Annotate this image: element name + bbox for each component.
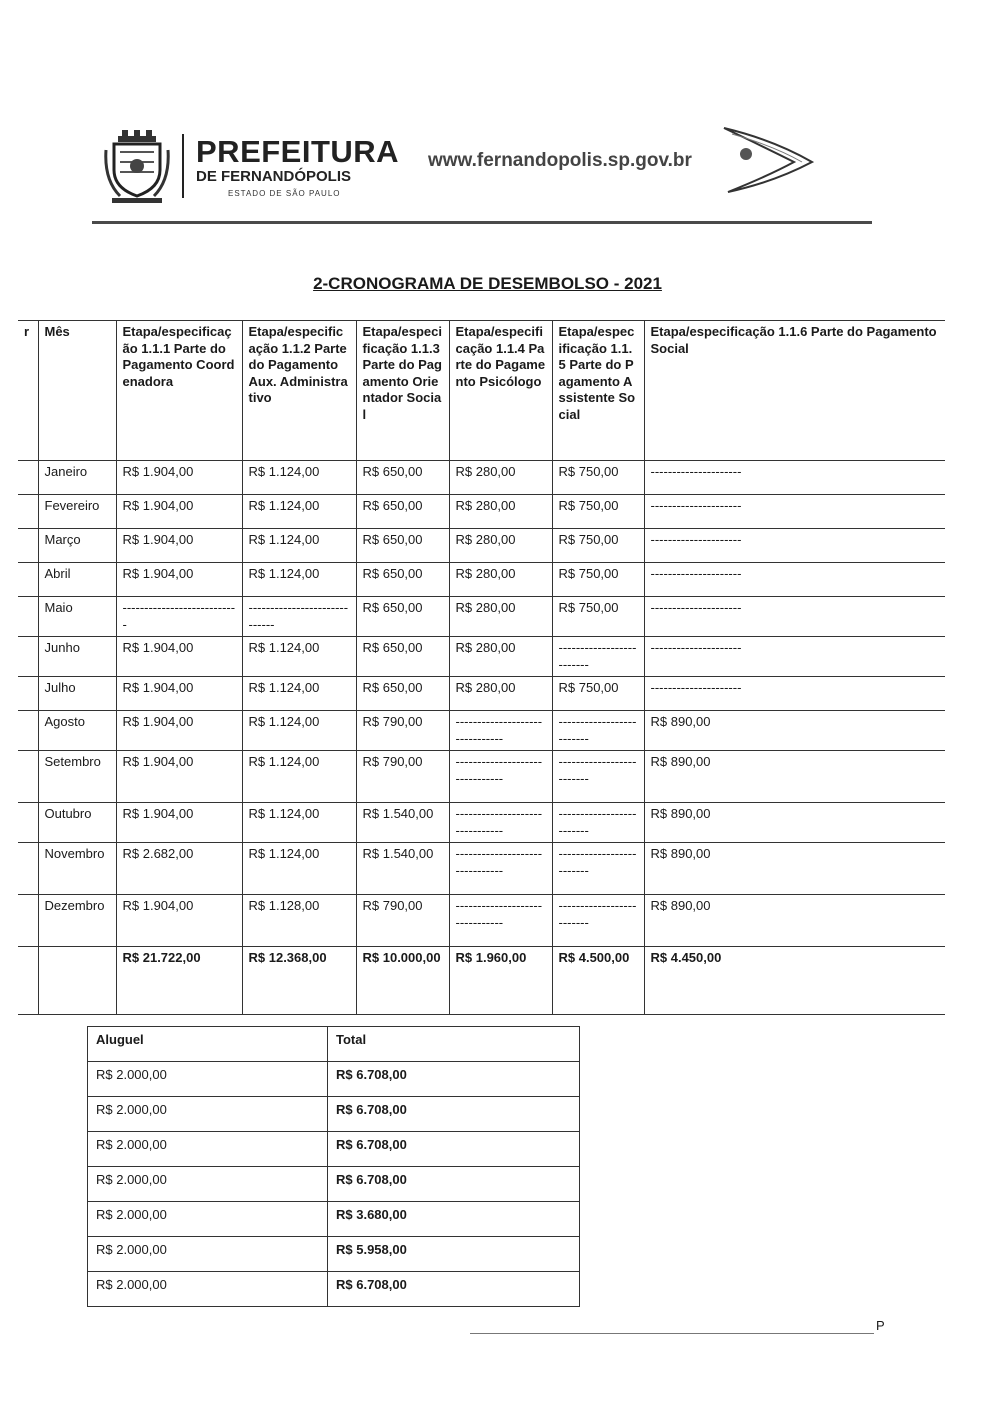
schedule-total-cell: R$ 4.450,00 [644,947,945,1015]
schedule-margin-cell [18,751,38,803]
schedule-value-cell: R$ 790,00 [356,711,449,751]
schedule-total-cell: R$ 4.500,00 [552,947,644,1015]
schedule-value-cell: R$ 1.124,00 [242,563,356,597]
schedule-value-cell: R$ 1.904,00 [116,751,242,803]
schedule-row [18,461,945,495]
schedule-header-cell: Mês [38,321,116,461]
schedule-margin-cell [18,597,38,637]
rent-row [88,1132,580,1167]
rent-value-cell: R$ 2.000,00 [88,1132,328,1167]
schedule-value-cell: --------------------- [644,563,945,597]
schedule-row [18,597,945,637]
schedule-month-cell: Março [38,529,116,563]
schedule-header-cell: Etapa/especificação 1.1.2 Parte do Pagamento Aux. Administrativo [242,321,356,461]
brand-sub: DE FERNANDÓPOLIS [196,168,352,185]
schedule-month-cell: Maio [38,597,116,637]
schedule-value-cell: ------------------------------- [449,803,552,843]
rent-value-cell: R$ 2.000,00 [88,1167,328,1202]
schedule-row [18,637,945,677]
schedule-value-cell: R$ 280,00 [449,677,552,711]
schedule-month-cell: Dezembro [38,895,116,947]
schedule-header-cell: Etapa/especificação 1.1.6 Parte do Pagamento Social [644,321,945,461]
schedule-margin-cell [18,677,38,711]
schedule-row [18,677,945,711]
schedule-value-cell: ------------------------- [552,843,644,895]
schedule-value-cell: R$ 1.540,00 [356,803,449,843]
schedule-row [18,529,945,563]
schedule-value-cell: ------------------------- [552,637,644,677]
rent-total-cell: R$ 6.708,00 [328,1132,580,1167]
schedule-header-cell: Etapa/especificação 1.1.5 Parte do Pagamento Assistente Social [552,321,644,461]
schedule-value-cell: R$ 650,00 [356,597,449,637]
schedule-total-cell [38,947,116,1015]
schedule-header-row [18,321,945,461]
schedule-value-cell: R$ 750,00 [552,597,644,637]
schedule-value-cell: R$ 890,00 [644,803,945,843]
disbursement-schedule-table [18,320,945,1015]
schedule-value-cell: ------------------------- [552,751,644,803]
letterhead-divider [182,134,184,198]
rent-row [88,1097,580,1132]
schedule-value-cell: R$ 890,00 [644,895,945,947]
schedule-value-cell: --------------------- [644,677,945,711]
schedule-month-cell: Julho [38,677,116,711]
document-title: 2-CRONOGRAMA DE DESEMBOLSO - 2021 [313,274,662,293]
schedule-total-cell: R$ 10.000,00 [356,947,449,1015]
schedule-margin-cell [18,529,38,563]
schedule-header-cell: r [18,321,38,461]
schedule-value-cell: R$ 890,00 [644,711,945,751]
rent-total-cell: R$ 6.708,00 [328,1062,580,1097]
schedule-value-cell: R$ 750,00 [552,461,644,495]
schedule-value-cell: R$ 650,00 [356,461,449,495]
schedule-month-cell: Janeiro [38,461,116,495]
schedule-value-cell: ----------------------------- [242,597,356,637]
schedule-row [18,563,945,597]
schedule-value-cell: R$ 750,00 [552,495,644,529]
schedule-value-cell: R$ 280,00 [449,529,552,563]
schedule-row [18,751,945,803]
rent-row [88,1167,580,1202]
rent-total-cell: R$ 5.958,00 [328,1237,580,1272]
schedule-month-cell: Outubro [38,803,116,843]
schedule-margin-cell [18,803,38,843]
schedule-value-cell: R$ 280,00 [449,563,552,597]
header-rule [92,221,872,224]
rent-row [88,1062,580,1097]
rent-row [88,1202,580,1237]
schedule-value-cell: R$ 750,00 [552,563,644,597]
schedule-total-cell: R$ 1.960,00 [449,947,552,1015]
schedule-value-cell: R$ 1.904,00 [116,803,242,843]
schedule-value-cell: --------------------- [644,529,945,563]
schedule-row [18,803,945,843]
schedule-value-cell: R$ 280,00 [449,597,552,637]
schedule-value-cell: R$ 1.904,00 [116,563,242,597]
rent-value-cell: R$ 2.000,00 [88,1237,328,1272]
schedule-month-cell: Fevereiro [38,495,116,529]
schedule-value-cell: ------------------------- [552,803,644,843]
schedule-value-cell: R$ 280,00 [449,495,552,529]
schedule-month-cell: Setembro [38,751,116,803]
schedule-header-cell: Etapa/especificação 1.1.1 Parte do Pagamento Coordenadora [116,321,242,461]
schedule-value-cell: R$ 2.682,00 [116,843,242,895]
schedule-value-cell: R$ 650,00 [356,529,449,563]
schedule-total-cell: R$ 21.722,00 [116,947,242,1015]
schedule-month-cell: Agosto [38,711,116,751]
schedule-value-cell: R$ 1.124,00 [242,461,356,495]
schedule-value-cell: R$ 1.904,00 [116,637,242,677]
schedule-value-cell: ------------------------------- [449,711,552,751]
schedule-value-cell: R$ 790,00 [356,895,449,947]
rent-row [88,1237,580,1272]
schedule-value-cell: ------------------------- [552,895,644,947]
schedule-row [18,895,945,947]
schedule-row [18,843,945,895]
schedule-header-cell: Etapa/especificação 1.1.4 Parte do Pagamento Psicólogo [449,321,552,461]
schedule-value-cell: R$ 650,00 [356,637,449,677]
rent-header-row [88,1027,580,1062]
schedule-value-cell: R$ 790,00 [356,751,449,803]
schedule-value-cell: R$ 650,00 [356,677,449,711]
footer-rule [470,1333,874,1334]
schedule-margin-cell [18,461,38,495]
rent-total-cell: R$ 6.708,00 [328,1097,580,1132]
city-coat-of-arms-icon [104,130,170,204]
schedule-margin-cell [18,895,38,947]
letterhead [100,128,880,218]
schedule-margin-cell [18,563,38,597]
schedule-value-cell: R$ 1.904,00 [116,677,242,711]
rent-table [87,1026,580,1307]
schedule-value-cell: R$ 750,00 [552,677,644,711]
schedule-value-cell: R$ 750,00 [552,529,644,563]
page-marker: P [876,1318,885,1333]
schedule-value-cell: ------------------------------- [449,843,552,895]
schedule-value-cell: R$ 1.540,00 [356,843,449,895]
schedule-value-cell: R$ 1.904,00 [116,495,242,529]
schedule-value-cell: R$ 280,00 [449,637,552,677]
schedule-month-cell: Abril [38,563,116,597]
schedule-value-cell: --------------------- [644,495,945,529]
schedule-row [18,711,945,751]
rent-value-cell: R$ 2.000,00 [88,1062,328,1097]
schedule-value-cell: R$ 890,00 [644,843,945,895]
schedule-value-cell: R$ 280,00 [449,461,552,495]
schedule-value-cell: R$ 1.124,00 [242,843,356,895]
rent-total-cell: R$ 3.680,00 [328,1202,580,1237]
schedule-value-cell: R$ 1.124,00 [242,677,356,711]
schedule-value-cell: --------------------------- [116,597,242,637]
schedule-margin-cell [18,711,38,751]
schedule-total-cell: R$ 12.368,00 [242,947,356,1015]
rent-row [88,1272,580,1307]
schedule-margin-cell [18,495,38,529]
schedule-value-cell: --------------------- [644,461,945,495]
rent-total-cell: R$ 6.708,00 [328,1167,580,1202]
schedule-margin-cell [18,947,38,1015]
schedule-value-cell: --------------------- [644,597,945,637]
schedule-margin-cell [18,843,38,895]
schedule-value-cell: R$ 1.124,00 [242,637,356,677]
rent-header-cell: Aluguel [88,1027,328,1062]
swoosh-emblem-icon [718,126,814,196]
website-url: www.fernandopolis.sp.gov.br [428,150,692,171]
rent-total-cell: R$ 6.708,00 [328,1272,580,1307]
schedule-value-cell: R$ 1.904,00 [116,711,242,751]
schedule-value-cell: R$ 1.904,00 [116,529,242,563]
schedule-value-cell: R$ 1.124,00 [242,495,356,529]
schedule-value-cell: R$ 650,00 [356,495,449,529]
schedule-value-cell: R$ 1.124,00 [242,803,356,843]
rent-header-cell: Total [328,1027,580,1062]
rent-value-cell: R$ 2.000,00 [88,1272,328,1307]
schedule-month-cell: Junho [38,637,116,677]
rent-value-cell: R$ 2.000,00 [88,1097,328,1132]
brand-state: ESTADO DE SÃO PAULO [228,189,341,198]
rent-value-cell: R$ 2.000,00 [88,1202,328,1237]
schedule-margin-cell [18,637,38,677]
schedule-header-cell: Etapa/especificação 1.1.3 Parte do Pagamento Orientador Social [356,321,449,461]
schedule-value-cell: ------------------------------- [449,895,552,947]
brand-main: PREFEITURA [196,134,400,169]
schedule-value-cell: --------------------- [644,637,945,677]
schedule-value-cell: R$ 650,00 [356,563,449,597]
schedule-totals-row [18,947,945,1015]
schedule-row [18,495,945,529]
schedule-value-cell: R$ 1.904,00 [116,895,242,947]
schedule-value-cell: R$ 1.128,00 [242,895,356,947]
schedule-value-cell: R$ 890,00 [644,751,945,803]
schedule-value-cell: R$ 1.124,00 [242,711,356,751]
schedule-value-cell: R$ 1.904,00 [116,461,242,495]
schedule-value-cell: R$ 1.124,00 [242,751,356,803]
schedule-value-cell: R$ 1.124,00 [242,529,356,563]
schedule-value-cell: ------------------------------- [449,751,552,803]
schedule-value-cell: ------------------------- [552,711,644,751]
schedule-month-cell: Novembro [38,843,116,895]
